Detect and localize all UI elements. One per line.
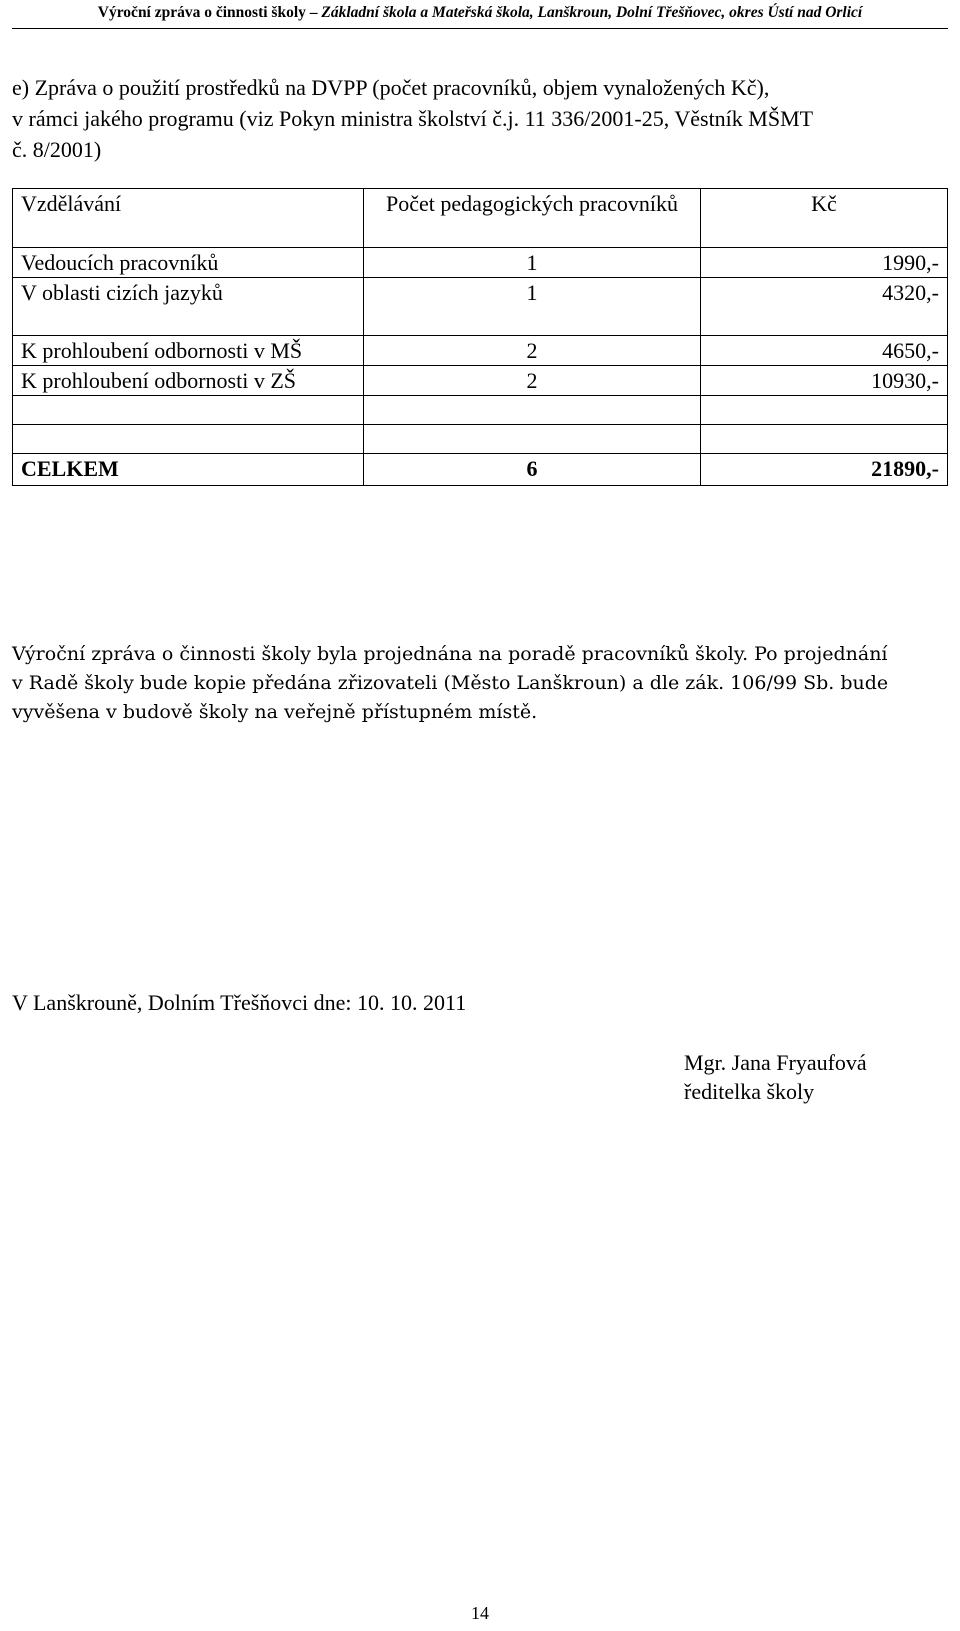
closing-line: vyvěšena v budově školy na veřejně přístupném místě. <box>12 701 538 723</box>
total-count: 6 <box>364 454 701 486</box>
dvpp-table <box>12 188 948 486</box>
total-label: CELKEM <box>13 454 364 486</box>
intro-line: e) Zpráva o použití prostředků na DVPP (počet pracovníků, objem vynaložených Kč), <box>12 75 770 100</box>
signatory-name: Mgr. Jana Fryaufová <box>684 1050 867 1075</box>
table-row <box>13 248 948 278</box>
table-row <box>13 336 948 366</box>
header-rule <box>12 28 948 29</box>
cell-topic: V oblasti cizích jazyků <box>13 278 364 336</box>
cell-amount: 4320,- <box>701 278 948 336</box>
total-amount: 21890,- <box>701 454 948 486</box>
cell-topic: K prohloubení odbornosti v MŠ <box>13 336 364 366</box>
table-total-row <box>13 454 948 486</box>
cell-amount: 4650,- <box>701 336 948 366</box>
table-row <box>13 278 948 336</box>
cell-count: 2 <box>364 336 701 366</box>
signature-block <box>684 1048 867 1106</box>
header-cell-topic: Vzdělávání <box>13 189 364 248</box>
cell-amount: 1990,- <box>701 248 948 278</box>
cell-amount: 10930,- <box>701 366 948 396</box>
intro-line: v rámci jakého programu (viz Pokyn ministra školství č.j. 11 336/2001-25, Věstník MŠMT <box>12 106 814 131</box>
closing-line: v Radě školy bude kopie předána zřizovateli (Město Lanškroun) a dle zák. 106/99 Sb. bude <box>12 672 889 694</box>
header-cell-amount: Kč <box>701 189 948 248</box>
cell-count: 1 <box>364 278 701 336</box>
cell-topic: Vedoucích pracovníků <box>13 248 364 278</box>
header-subtitle: Základní škola a Mateřská škola, Lanškroun, Dolní Třešňovec, okres Ústí nad Orlicí <box>321 4 863 21</box>
page-number: 14 <box>471 1603 489 1623</box>
table-header-row <box>13 189 948 248</box>
place-date: V Lanškrouně, Dolním Třešňovci dne: 10. 10. 2011 <box>12 990 467 1015</box>
signatory-role: ředitelka školy <box>684 1079 815 1104</box>
header-title: Výroční zpráva o činnosti školy <box>97 4 306 21</box>
header-cell-count: Počet pedagogických pracovníků <box>364 189 701 248</box>
table-empty-row <box>13 425 948 454</box>
section-intro <box>12 72 942 165</box>
closing-paragraph <box>12 640 948 727</box>
closing-line: Výroční zpráva o činnosti školy byla projednána na poradě pracovníků školy. Po projednání <box>12 643 888 665</box>
table-empty-row <box>13 396 948 425</box>
cell-count: 2 <box>364 366 701 396</box>
table-row <box>13 366 948 396</box>
running-header <box>0 4 960 22</box>
intro-line: č. 8/2001) <box>12 137 102 162</box>
cell-count: 1 <box>364 248 701 278</box>
cell-topic: K prohloubení odbornosti v ZŠ <box>13 366 364 396</box>
header-separator: – <box>305 4 322 21</box>
